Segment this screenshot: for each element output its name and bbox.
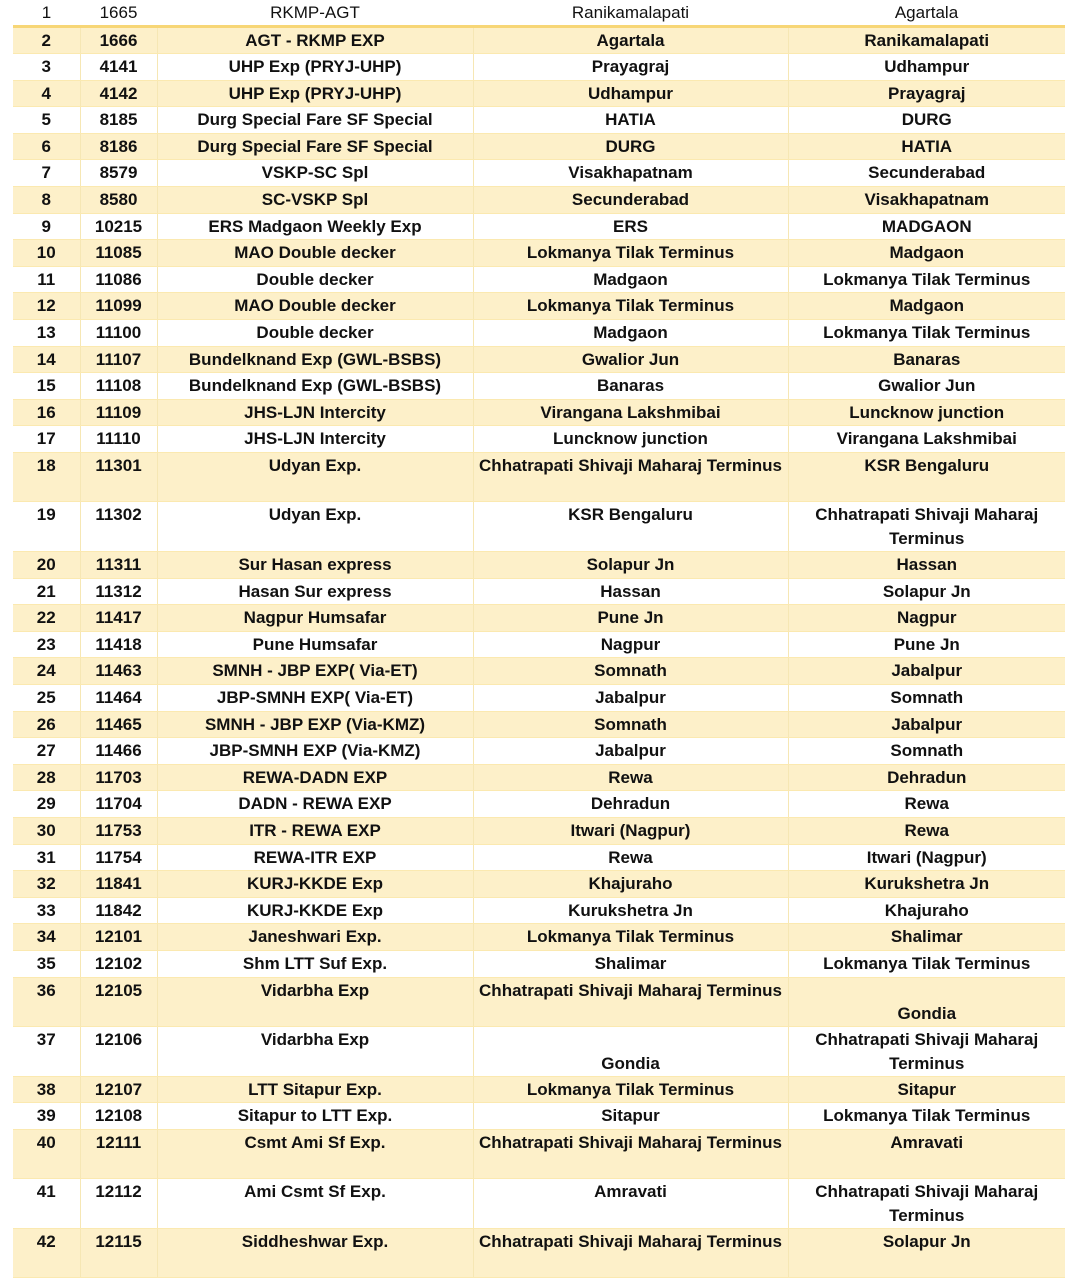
table-row: [13, 552, 1065, 579]
train-number-cell: 10215: [80, 213, 157, 240]
table-row: [13, 266, 1065, 293]
train-number-cell: 11302: [80, 502, 157, 552]
to-station-cell: Jabalpur: [788, 711, 1065, 738]
table-row: [13, 711, 1065, 738]
train-name-cell: SC-VSKP Spl: [157, 187, 473, 214]
train-number-cell: 11086: [80, 266, 157, 293]
to-station-cell: Sitapur: [788, 1076, 1065, 1103]
from-station-cell: HATIA: [473, 107, 788, 134]
serial-number-cell: 15: [13, 373, 80, 400]
train-name-cell: VSKP-SC Spl: [157, 160, 473, 187]
train-number-cell: 11312: [80, 578, 157, 605]
table-row: [13, 605, 1065, 632]
from-station-cell: Jabalpur: [473, 738, 788, 765]
to-station-cell: Solapur Jn: [788, 1228, 1065, 1277]
serial-number-cell: 3: [13, 54, 80, 81]
serial-number-cell: 8: [13, 187, 80, 214]
train-name-cell: UHP Exp (PRYJ-UHP): [157, 80, 473, 107]
train-name-cell: Janeshwari Exp.: [157, 924, 473, 951]
train-table: [13, 0, 1065, 1278]
train-number-cell: 12115: [80, 1228, 157, 1277]
serial-number-cell: 31: [13, 844, 80, 871]
table-row: [13, 578, 1065, 605]
from-station-cell: Virangana Lakshmibai: [473, 399, 788, 426]
table-row: [13, 871, 1065, 898]
table-row: [13, 817, 1065, 844]
train-name-cell: Vidarbha Exp: [157, 977, 473, 1026]
to-station-cell: Hassan: [788, 552, 1065, 579]
train-name-cell: Bundelknand Exp (GWL-BSBS): [157, 373, 473, 400]
train-table-body: [13, 0, 1065, 1277]
train-number-cell: 11109: [80, 399, 157, 426]
from-station-cell: Lokmanya Tilak Terminus: [473, 240, 788, 267]
to-station-cell: Banaras: [788, 346, 1065, 373]
train-name-cell: JHS-LJN Intercity: [157, 399, 473, 426]
to-station-cell: Itwari (Nagpur): [788, 844, 1065, 871]
train-name-cell: Durg Special Fare SF Special: [157, 133, 473, 160]
serial-number-cell: 28: [13, 764, 80, 791]
serial-number-cell: 5: [13, 107, 80, 134]
from-station-cell: Somnath: [473, 711, 788, 738]
train-number-cell: 11301: [80, 453, 157, 502]
train-number-cell: 12101: [80, 924, 157, 951]
table-row: [13, 1026, 1065, 1076]
serial-number-cell: 18: [13, 453, 80, 502]
train-name-cell: ITR - REWA EXP: [157, 817, 473, 844]
train-number-cell: 11099: [80, 293, 157, 320]
train-number-cell: 11418: [80, 631, 157, 658]
train-number-cell: 12108: [80, 1103, 157, 1130]
serial-number-cell: 30: [13, 817, 80, 844]
serial-number-cell: 35: [13, 950, 80, 977]
serial-number-cell: 12: [13, 293, 80, 320]
table-row: [13, 1076, 1065, 1103]
table-row: [13, 631, 1065, 658]
train-name-cell: Siddheshwar Exp.: [157, 1228, 473, 1277]
table-row: [13, 213, 1065, 240]
train-number-cell: 8186: [80, 133, 157, 160]
train-name-cell: JHS-LJN Intercity: [157, 426, 473, 453]
train-name-cell: JBP-SMNH EXP( Via-ET): [157, 684, 473, 711]
table-row: [13, 27, 1065, 54]
to-station-cell: Agartala: [788, 0, 1065, 27]
to-station-cell: Visakhapatnam: [788, 187, 1065, 214]
train-number-cell: 11753: [80, 817, 157, 844]
to-station-cell: Chhatrapati Shivaji Maharaj Terminus: [788, 502, 1065, 552]
table-row: [13, 373, 1065, 400]
from-station-cell: Hassan: [473, 578, 788, 605]
table-row: [13, 791, 1065, 818]
train-name-cell: RKMP-AGT: [157, 0, 473, 27]
to-station-cell: Rewa: [788, 817, 1065, 844]
from-station-cell: Secunderabad: [473, 187, 788, 214]
from-station-cell: Chhatrapati Shivaji Maharaj Terminus: [473, 1228, 788, 1277]
train-name-cell: SMNH - JBP EXP (Via-KMZ): [157, 711, 473, 738]
to-station-cell: Chhatrapati Shivaji Maharaj Terminus: [788, 1178, 1065, 1228]
from-station-cell: Sitapur: [473, 1103, 788, 1130]
train-number-cell: 11704: [80, 791, 157, 818]
table-row: [13, 844, 1065, 871]
serial-number-cell: 37: [13, 1026, 80, 1076]
table-row: [13, 187, 1065, 214]
from-station-cell: Kurukshetra Jn: [473, 897, 788, 924]
to-station-cell: Rewa: [788, 791, 1065, 818]
to-station-cell: Somnath: [788, 738, 1065, 765]
train-name-cell: Double decker: [157, 320, 473, 347]
serial-number-cell: 38: [13, 1076, 80, 1103]
from-station-cell: Itwari (Nagpur): [473, 817, 788, 844]
train-number-cell: 11108: [80, 373, 157, 400]
train-number-cell: 11463: [80, 658, 157, 685]
serial-number-cell: 17: [13, 426, 80, 453]
table-row: [13, 738, 1065, 765]
to-station-cell: Somnath: [788, 684, 1065, 711]
serial-number-cell: 24: [13, 658, 80, 685]
from-station-cell: Chhatrapati Shivaji Maharaj Terminus: [473, 977, 788, 1026]
train-number-cell: 8185: [80, 107, 157, 134]
to-station-cell: Madgaon: [788, 240, 1065, 267]
serial-number-cell: 41: [13, 1178, 80, 1228]
train-number-cell: 4142: [80, 80, 157, 107]
train-name-cell: Csmt Ami Sf Exp.: [157, 1129, 473, 1178]
table-row: [13, 1228, 1065, 1277]
train-number-cell: 12102: [80, 950, 157, 977]
from-station-cell: Jabalpur: [473, 684, 788, 711]
from-station-cell: Somnath: [473, 658, 788, 685]
train-name-cell: UHP Exp (PRYJ-UHP): [157, 54, 473, 81]
train-number-cell: 8579: [80, 160, 157, 187]
train-name-cell: Durg Special Fare SF Special: [157, 107, 473, 134]
from-station-cell: Agartala: [473, 27, 788, 54]
table-row: [13, 658, 1065, 685]
train-name-cell: LTT Sitapur Exp.: [157, 1076, 473, 1103]
to-station-cell: HATIA: [788, 133, 1065, 160]
train-name-cell: MAO Double decker: [157, 293, 473, 320]
table-row: [13, 240, 1065, 267]
to-station-cell: Lokmanya Tilak Terminus: [788, 950, 1065, 977]
train-name-cell: Shm LTT Suf Exp.: [157, 950, 473, 977]
train-name-cell: Nagpur Humsafar: [157, 605, 473, 632]
to-station-cell: Prayagraj: [788, 80, 1065, 107]
serial-number-cell: 40: [13, 1129, 80, 1178]
from-station-cell: Udhampur: [473, 80, 788, 107]
train-number-cell: 11466: [80, 738, 157, 765]
from-station-cell: Lokmanya Tilak Terminus: [473, 1076, 788, 1103]
from-station-cell: Solapur Jn: [473, 552, 788, 579]
from-station-cell: Luncknow junction: [473, 426, 788, 453]
serial-number-cell: 23: [13, 631, 80, 658]
from-station-cell: Rewa: [473, 764, 788, 791]
serial-number-cell: 27: [13, 738, 80, 765]
train-name-cell: Pune Humsafar: [157, 631, 473, 658]
train-name-cell: ERS Madgaon Weekly Exp: [157, 213, 473, 240]
to-station-cell: Luncknow junction: [788, 399, 1065, 426]
serial-number-cell: 11: [13, 266, 80, 293]
train-name-cell: Vidarbha Exp: [157, 1026, 473, 1076]
table-row: [13, 107, 1065, 134]
train-name-cell: Hasan Sur express: [157, 578, 473, 605]
train-number-cell: 1666: [80, 27, 157, 54]
serial-number-cell: 14: [13, 346, 80, 373]
train-number-cell: 11754: [80, 844, 157, 871]
train-number-cell: 11110: [80, 426, 157, 453]
from-station-cell: Khajuraho: [473, 871, 788, 898]
to-station-cell: Udhampur: [788, 54, 1065, 81]
table-row: [13, 320, 1065, 347]
train-name-cell: Sur Hasan express: [157, 552, 473, 579]
serial-number-cell: 42: [13, 1228, 80, 1277]
table-row: [13, 453, 1065, 502]
serial-number-cell: 29: [13, 791, 80, 818]
table-row: [13, 764, 1065, 791]
table-row: [13, 293, 1065, 320]
table-row: [13, 426, 1065, 453]
serial-number-cell: 9: [13, 213, 80, 240]
serial-number-cell: 13: [13, 320, 80, 347]
from-station-cell: Amravati: [473, 1178, 788, 1228]
serial-number-cell: 21: [13, 578, 80, 605]
train-name-cell: Bundelknand Exp (GWL-BSBS): [157, 346, 473, 373]
train-name-cell: REWA-DADN EXP: [157, 764, 473, 791]
to-station-cell: Gondia: [788, 977, 1065, 1026]
table-row: [13, 502, 1065, 552]
from-station-cell: Madgaon: [473, 320, 788, 347]
table-row: [13, 346, 1065, 373]
to-station-cell: Nagpur: [788, 605, 1065, 632]
to-station-cell: Lokmanya Tilak Terminus: [788, 266, 1065, 293]
train-name-cell: SMNH - JBP EXP( Via-ET): [157, 658, 473, 685]
to-station-cell: Lokmanya Tilak Terminus: [788, 320, 1065, 347]
from-station-cell: ERS: [473, 213, 788, 240]
to-station-cell: Ranikamalapati: [788, 27, 1065, 54]
from-station-cell: Rewa: [473, 844, 788, 871]
serial-number-cell: 34: [13, 924, 80, 951]
train-number-cell: 11311: [80, 552, 157, 579]
train-number-cell: 11842: [80, 897, 157, 924]
train-number-cell: 4141: [80, 54, 157, 81]
train-name-cell: MAO Double decker: [157, 240, 473, 267]
to-station-cell: MADGAON: [788, 213, 1065, 240]
train-number-cell: 12105: [80, 977, 157, 1026]
train-number-cell: 11841: [80, 871, 157, 898]
table-row: [13, 54, 1065, 81]
from-station-cell: Gwalior Jun: [473, 346, 788, 373]
to-station-cell: Virangana Lakshmibai: [788, 426, 1065, 453]
serial-number-cell: 2: [13, 27, 80, 54]
from-station-cell: DURG: [473, 133, 788, 160]
serial-number-cell: 6: [13, 133, 80, 160]
train-number-cell: 12106: [80, 1026, 157, 1076]
from-station-cell: Visakhapatnam: [473, 160, 788, 187]
table-row: [13, 924, 1065, 951]
to-station-cell: Khajuraho: [788, 897, 1065, 924]
to-station-cell: Amravati: [788, 1129, 1065, 1178]
train-name-cell: KURJ-KKDE Exp: [157, 871, 473, 898]
table-row: [13, 133, 1065, 160]
from-station-cell: Chhatrapati Shivaji Maharaj Terminus: [473, 1129, 788, 1178]
table-row: [13, 1178, 1065, 1228]
train-number-cell: 11085: [80, 240, 157, 267]
from-station-cell: Chhatrapati Shivaji Maharaj Terminus: [473, 453, 788, 502]
table-row: [13, 0, 1065, 27]
from-station-cell: Gondia: [473, 1026, 788, 1076]
to-station-cell: Pune Jn: [788, 631, 1065, 658]
serial-number-cell: 19: [13, 502, 80, 552]
train-name-cell: JBP-SMNH EXP (Via-KMZ): [157, 738, 473, 765]
from-station-cell: KSR Bengaluru: [473, 502, 788, 552]
from-station-cell: Pune Jn: [473, 605, 788, 632]
from-station-cell: Ranikamalapati: [473, 0, 788, 27]
table-row: [13, 684, 1065, 711]
to-station-cell: KSR Bengaluru: [788, 453, 1065, 502]
table-row: [13, 977, 1065, 1026]
to-station-cell: Shalimar: [788, 924, 1065, 951]
train-name-cell: Udyan Exp.: [157, 502, 473, 552]
serial-number-cell: 33: [13, 897, 80, 924]
serial-number-cell: 10: [13, 240, 80, 267]
train-name-cell: REWA-ITR EXP: [157, 844, 473, 871]
from-station-cell: Lokmanya Tilak Terminus: [473, 924, 788, 951]
table-row: [13, 897, 1065, 924]
table-row: [13, 80, 1065, 107]
from-station-cell: Lokmanya Tilak Terminus: [473, 293, 788, 320]
to-station-cell: Secunderabad: [788, 160, 1065, 187]
train-number-cell: 8580: [80, 187, 157, 214]
train-name-cell: Ami Csmt Sf Exp.: [157, 1178, 473, 1228]
serial-number-cell: 26: [13, 711, 80, 738]
serial-number-cell: 7: [13, 160, 80, 187]
to-station-cell: Kurukshetra Jn: [788, 871, 1065, 898]
table-row: [13, 1103, 1065, 1130]
train-name-cell: Udyan Exp.: [157, 453, 473, 502]
train-number-cell: 11417: [80, 605, 157, 632]
table-row: [13, 399, 1065, 426]
from-station-cell: Banaras: [473, 373, 788, 400]
table-row: [13, 950, 1065, 977]
serial-number-cell: 32: [13, 871, 80, 898]
train-number-cell: 11703: [80, 764, 157, 791]
train-name-cell: Double decker: [157, 266, 473, 293]
serial-number-cell: 20: [13, 552, 80, 579]
train-number-cell: 1665: [80, 0, 157, 27]
from-station-cell: Prayagraj: [473, 54, 788, 81]
to-station-cell: DURG: [788, 107, 1065, 134]
train-number-cell: 11465: [80, 711, 157, 738]
train-name-cell: KURJ-KKDE Exp: [157, 897, 473, 924]
serial-number-cell: 36: [13, 977, 80, 1026]
from-station-cell: Shalimar: [473, 950, 788, 977]
to-station-cell: Chhatrapati Shivaji Maharaj Terminus: [788, 1026, 1065, 1076]
train-number-cell: 12107: [80, 1076, 157, 1103]
train-number-cell: 11107: [80, 346, 157, 373]
from-station-cell: Dehradun: [473, 791, 788, 818]
serial-number-cell: 16: [13, 399, 80, 426]
train-name-cell: AGT - RKMP EXP: [157, 27, 473, 54]
to-station-cell: Madgaon: [788, 293, 1065, 320]
train-name-cell: DADN - REWA EXP: [157, 791, 473, 818]
to-station-cell: Dehradun: [788, 764, 1065, 791]
to-station-cell: Lokmanya Tilak Terminus: [788, 1103, 1065, 1130]
table-row: [13, 160, 1065, 187]
serial-number-cell: 39: [13, 1103, 80, 1130]
to-station-cell: Jabalpur: [788, 658, 1065, 685]
train-name-cell: Sitapur to LTT Exp.: [157, 1103, 473, 1130]
train-number-cell: 12111: [80, 1129, 157, 1178]
train-number-cell: 11100: [80, 320, 157, 347]
from-station-cell: Madgaon: [473, 266, 788, 293]
table-row: [13, 1129, 1065, 1178]
from-station-cell: Nagpur: [473, 631, 788, 658]
train-number-cell: 12112: [80, 1178, 157, 1228]
train-number-cell: 11464: [80, 684, 157, 711]
serial-number-cell: 22: [13, 605, 80, 632]
serial-number-cell: 25: [13, 684, 80, 711]
to-station-cell: Solapur Jn: [788, 578, 1065, 605]
serial-number-cell: 1: [13, 0, 80, 27]
serial-number-cell: 4: [13, 80, 80, 107]
to-station-cell: Gwalior Jun: [788, 373, 1065, 400]
